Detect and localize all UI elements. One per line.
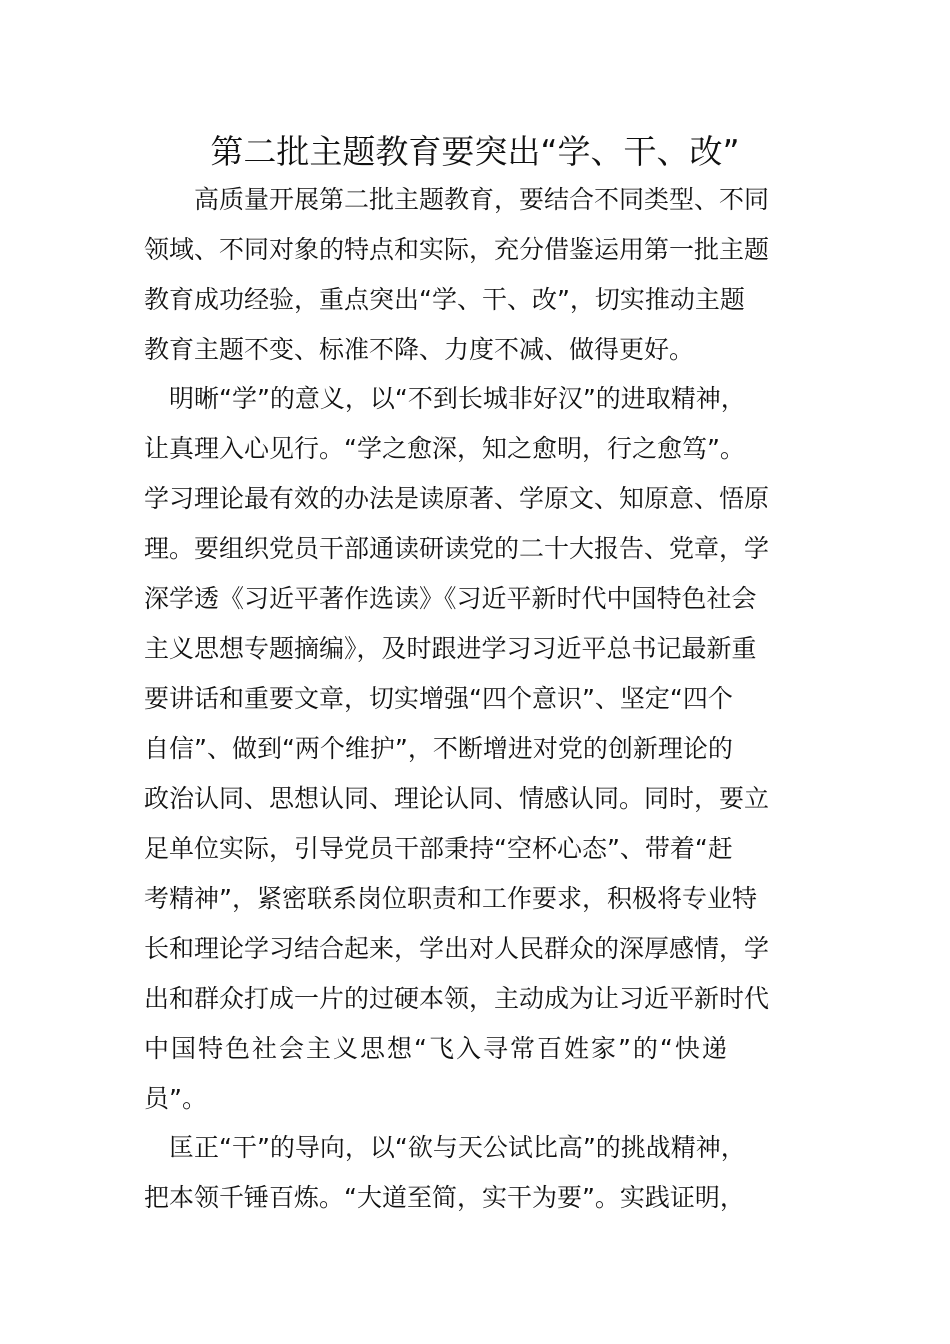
- body-line: 长和理论学习结合起来，学出对人民群众的深厚感情，学: [144, 934, 770, 963]
- body-line: 政治认同、思想认同、理论认同、情感认同。同时，要立: [144, 784, 770, 813]
- body-line: 学习理论最有效的办法是读原著、学原文、知原意、悟原: [144, 484, 770, 513]
- body-line: 匡正“干”的导向，以“欲与天公试比高”的挑战精神，: [144, 1133, 746, 1162]
- body-line: 理。要组织党员干部通读研读党的二十大报告、党章，学: [144, 534, 770, 563]
- body-line: 领域、不同对象的特点和实际，充分借鉴运用第一批主题: [144, 235, 770, 264]
- body-line: 中国特色社会主义思想“飞入寻常百姓家”的“快递: [144, 1034, 729, 1063]
- body-line: 高质量开展第二批主题教育，要结合不同类型、不同: [144, 185, 770, 214]
- body-line: 出和群众打成一片的过硬本领，主动成为让习近平新时代: [144, 984, 770, 1013]
- document-title: 第二批主题教育要突出“学、干、改”: [210, 132, 740, 171]
- body-line: 教育成功经验，重点突出“学、干、改”，切实推动主题: [144, 285, 745, 314]
- body-line: 深学透《习近平著作选读》《习近平新时代中国特色社会: [144, 584, 757, 613]
- body-line: 足单位实际，引导党员干部秉持“空杯心态”、带着“赶: [144, 834, 733, 863]
- body-line: 要讲话和重要文章，切实增强“四个意识”、坚定“四个: [144, 684, 733, 713]
- body-line: 让真理入心见行。“学之愈深，知之愈明，行之愈笃”。: [144, 434, 745, 463]
- body-line: 考精神”，紧密联系岗位职责和工作要求，积极将专业特: [144, 884, 757, 913]
- body-line: 把本领千锤百炼。“大道至简，实干为要”。实践证明，: [144, 1183, 745, 1212]
- body-line: 员”。: [144, 1084, 207, 1113]
- body-line: 自信”、做到“两个维护”，不断增进对党的创新理论的: [144, 734, 733, 763]
- body-line: 明晰“学”的意义，以“不到长城非好汉”的进取精神，: [144, 384, 746, 413]
- body-line: 主义思想专题摘编》，及时跟进学习习近平总书记最新重: [144, 634, 757, 663]
- body-line: 教育主题不变、标准不降、力度不减、做得更好。: [144, 335, 695, 364]
